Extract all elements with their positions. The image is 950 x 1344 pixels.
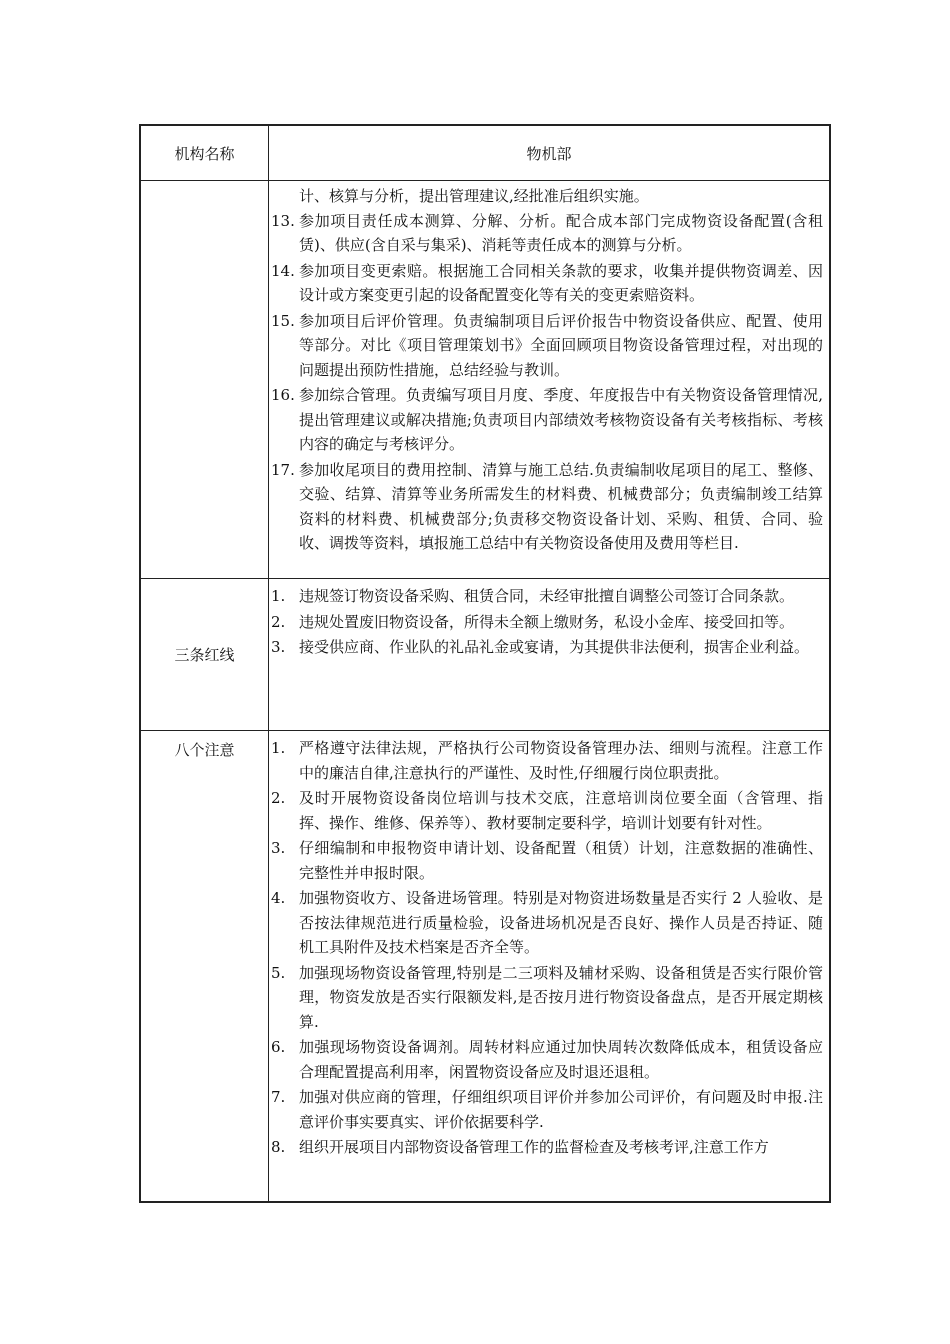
responsibilities-row (141, 181, 829, 579)
list-item: 3. 仔细编制和申报物资申请计划、设备配置（租赁）计划，注意数据的准确性、完整性并申报时限。 (271, 839, 823, 882)
list-item: 1. 违规签订物资设备采购、租赁合同，未经审批擅自调整公司签订合同条款。 (271, 587, 795, 605)
red-lines-label: 三条红线 (174, 646, 235, 664)
list-item: 15. 参加项目后评价管理。负责编制项目后评价报告中物资设备供应、配置、使用等部分。对比《项目管理策划书》全面回顾项目物资设备管理过程，对出现的问题提出预防性措施，总结经验与教训。 (271, 311, 823, 379)
list-item: 3. 接受供应商、作业队的礼品礼金或宴请，为其提供非法便利，损害企业利益。 (271, 638, 810, 656)
list-item: 14. 参加项目变更索赔。根据施工合同相关条款的要求，收集并提供物资调差、因设计或方案变更引起的设备配置变化等有关的变更索赔资料。 (271, 261, 823, 304)
list-item: 16. 参加综合管理。负责编写项目月度、季度、年度报告中有关物资设备管理情况,提出管理建议或解决措施;负责项目内部绩效考核物资设备有关考核指标、考核内容的确定与考核评分。 (271, 386, 823, 453)
cautions-row (141, 731, 829, 1201)
header-row (141, 126, 829, 181)
list-item: 4. 加强物资收方、设备进场管理。特别是对物资进场数量是否实行 2 人验收、是否按法律规范进行质量检验，设备进场机况是否良好、操作人员是否持证、随机工具附件及技术档案是否齐全等。 (271, 889, 823, 956)
cautions-label: 八个注意 (174, 741, 235, 759)
list-item: 13. 参加项目责任成本测算、分解、分析。配合成本部门完成物资设备配置(含租赁)、供应(含自采与集采)、消耗等责任成本的测算与分析。 (271, 211, 823, 254)
list-item: 17. 参加收尾项目的费用控制、清算与施工总结.负责编制收尾项目的尾工、整修、交验、结算、清算等业务所需发生的材料费、机械费部分；负责编制竣工结算资料的材料费、机械费部分;负责移交物资设备计划、采购、租赁、合同、验收、调拨等资料，填报施工总结中有关物资设备使用及费用等栏目. (271, 460, 823, 552)
list-item: 2. 违规处置废旧物资设备，所得未全额上缴财务，私设小金库、接受回扣等。 (271, 612, 795, 631)
list-item: 1. 严格遵守法律法规，严格执行公司物资设备管理办法、细则与流程。注意工作中的廉洁自律,注意执行的严谨性、及时性,仔细履行岗位职责批。 (271, 739, 823, 782)
department-name: 物机部 (526, 144, 572, 163)
list-item: 2. 及时开展物资设备岗位培训与技术交底，注意培训岗位要全面（含管理、指挥、操作、维修、保养等）、教材要制定要科学，培训计划要有针对性。 (271, 789, 823, 832)
header-label: 机构名称 (174, 144, 235, 163)
list-item: 8. 组织开展项目内部物资设备管理工作的监督检查及考核考评,注意工作方 (271, 1138, 769, 1156)
continuation-text: 计、核算与分析，提出管理建议,经批准后组织实施。 (299, 187, 649, 205)
list-item: 6. 加强现场物资设备调剂。周转材料应通过加快周转次数降低成本，租赁设备应合理配置提高利用率，闲置物资设备应及时退还退租。 (271, 1038, 823, 1081)
responsibility-table (139, 124, 831, 1203)
list-item: 5. 加强现场物资设备管理,特别是二三项料及辅材采购、设备租赁是否实行限价管理，物资发放是否实行限额发料,是否按月进行物资设备盘点，是否开展定期核算. (271, 963, 823, 1031)
list-item: 7. 加强对供应商的管理，仔细组织项目评价并参加公司评价，有问题及时申报.注意评价事实要真实、评价依据要科学. (271, 1088, 823, 1131)
red-lines-row (141, 579, 829, 731)
